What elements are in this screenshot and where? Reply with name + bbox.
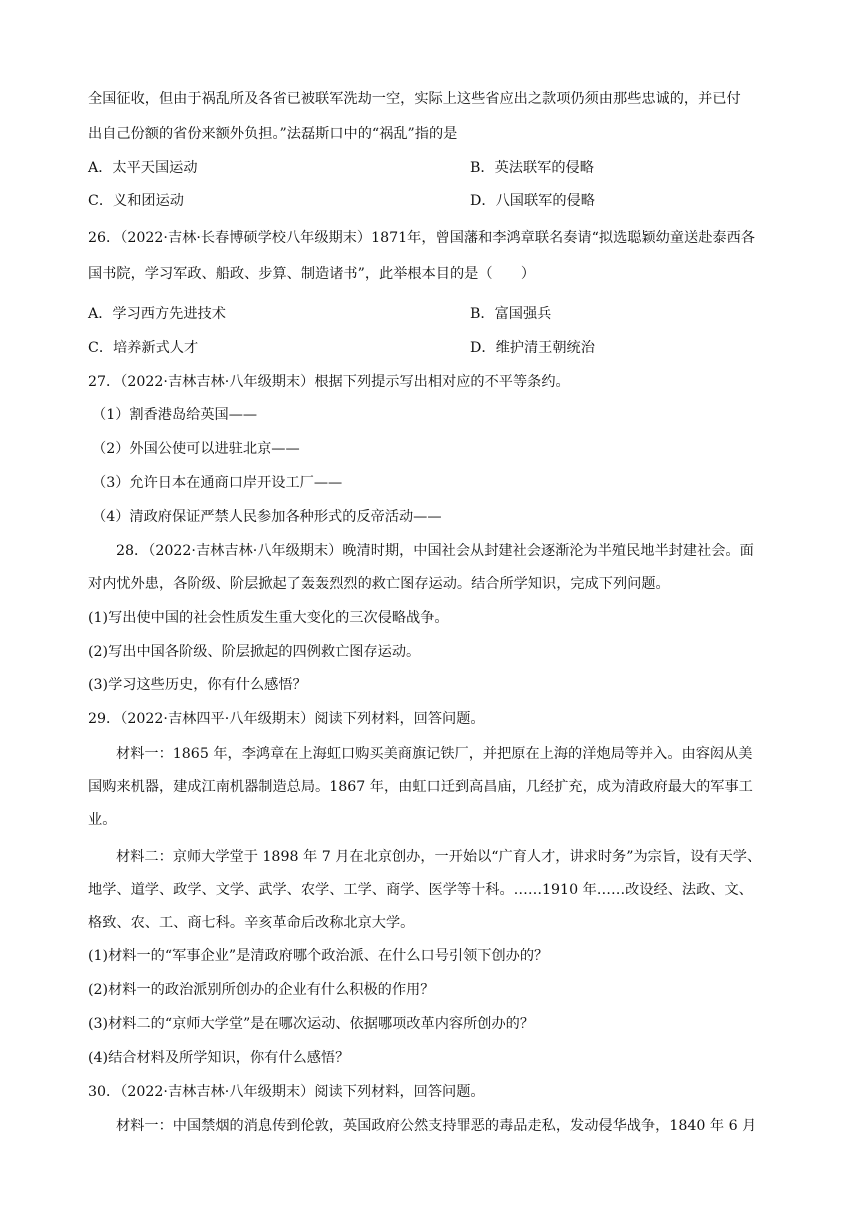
q28-item-1: (1)写出使中国的社会性质发生重大变化的三次侵略战争。 [88,610,449,626]
q27-item-1: （1）割香港岛给英国—— [92,407,258,423]
q29-material-1-line-3: 业。 [88,812,117,828]
q26-line-1: 26．（2022·吉林·长春博硕学校八年级期末）1871年，曾国藩和李鸿章联名奏请“拟选聪颖幼童送赴泰西各 [88,230,755,246]
q28-item-3: (3)学习这些历史，你有什么感悟？ [88,677,307,693]
q26-options-row-1 [88,304,780,324]
q29-material-1-line-2: 国购来机器，建成江南机器制造总局。1867 年，由虹口迁到高昌庙，几经扩充，成为清政府最大的军事工 [88,779,753,795]
q29-material-2-line-1: 材料二：京师大学堂于 1898 年 7 月在北京创办，一开始以“广育人才，讲求时务”为宗旨，设有天学、 [116,849,762,865]
q25-option-c: C．义和团运动 [88,193,184,209]
q26-options-row-2 [88,338,780,358]
q29-item-1: (1)材料一的“军事企业”是清政府哪个政治派、在什么口号引领下创办的？ [88,948,549,964]
q30-stem: 30．（2022·吉林吉林·八年级期末）阅读下列材料，回答问题。 [88,1084,485,1100]
q25-options-row-2 [88,191,780,211]
q30-material-1-line-1: 材料一：中国禁烟的消息传到伦敦，英国政府公然支持罪恶的毒品走私，发动侵华战争，1840 年 6 月 [116,1118,757,1134]
q25-option-b: B．英法联军的侵略 [470,160,594,176]
q26-option-b: B．富国强兵 [470,306,552,322]
q27-item-2: （2）外国公使可以进驻北京—— [92,441,300,457]
q28-item-2: (2)写出中国各阶级、阶层掀起的四例救亡图存运动。 [88,644,421,660]
q25-option-a: A．太平天国运动 [88,160,198,176]
q28-line-1: 28．（2022·吉林吉林·八年级期末）晚清时期，中国社会从封建社会逐渐沦为半殖民地半封建社会。面 [116,543,754,559]
q29-stem: 29．（2022·吉林四平·八年级期末）阅读下列材料，回答问题。 [88,711,485,727]
q29-material-2-line-2: 地学、道学、政学、文学、武学、农学、工学、商学、医学等十科。……1910 年……改设经、法政、文、 [88,882,753,898]
q25-option-d: D．八国联军的侵略 [470,193,595,209]
q25-line-1: 全国征收，但由于祸乱所及各省已被联军洗劫一空，实际上这些省应出之款项仍须由那些忠诚的，并已付 [88,91,741,107]
q29-item-2: (2)材料一的政治派别所创办的企业有什么积极的作用？ [88,982,435,998]
q29-material-1-line-1: 材料一：1865 年，李鸿章在上海虹口购买美商旗记铁厂，并把原在上海的洋炮局等并入。由容闳从美 [116,746,753,762]
q29-material-2-line-3: 格致、农、工、商七科。辛亥革命后改称北京大学。 [88,915,415,931]
q26-option-d: D．维护清王朝统治 [470,340,595,356]
q26-option-a: A．学习西方先进技术 [88,306,226,322]
q27-item-4: （4）清政府保证严禁人民参加各种形式的反帝活动—— [92,509,442,525]
q26-option-c: C．培养新式人才 [88,340,199,356]
q29-item-3: (3)材料二的“京师大学堂”是在哪次运动、依据哪项改革内容所创办的？ [88,1016,535,1032]
q26-line-2: 国书院，学习军政、船政、步算、制造诸书”，此举根本目的是（ ） [88,266,536,282]
q25-line-2: 出自己份额的省份来额外负担。”法磊斯口中的“祸乱”指的是 [88,126,458,142]
q27-item-3: （3）允许日本在通商口岸开设工厂—— [92,475,343,491]
q25-options-row-1 [88,158,780,178]
q29-item-4: (4)结合材料及所学知识，你有什么感悟？ [88,1050,350,1066]
q28-line-2: 对内忧外患，各阶级、阶层掀起了轰轰烈烈的救亡图存运动。结合所学知识，完成下列问题。 [88,576,670,592]
q27-stem: 27．（2022·吉林吉林·八年级期末）根据下列提示写出相对应的不平等条约。 [88,374,570,390]
